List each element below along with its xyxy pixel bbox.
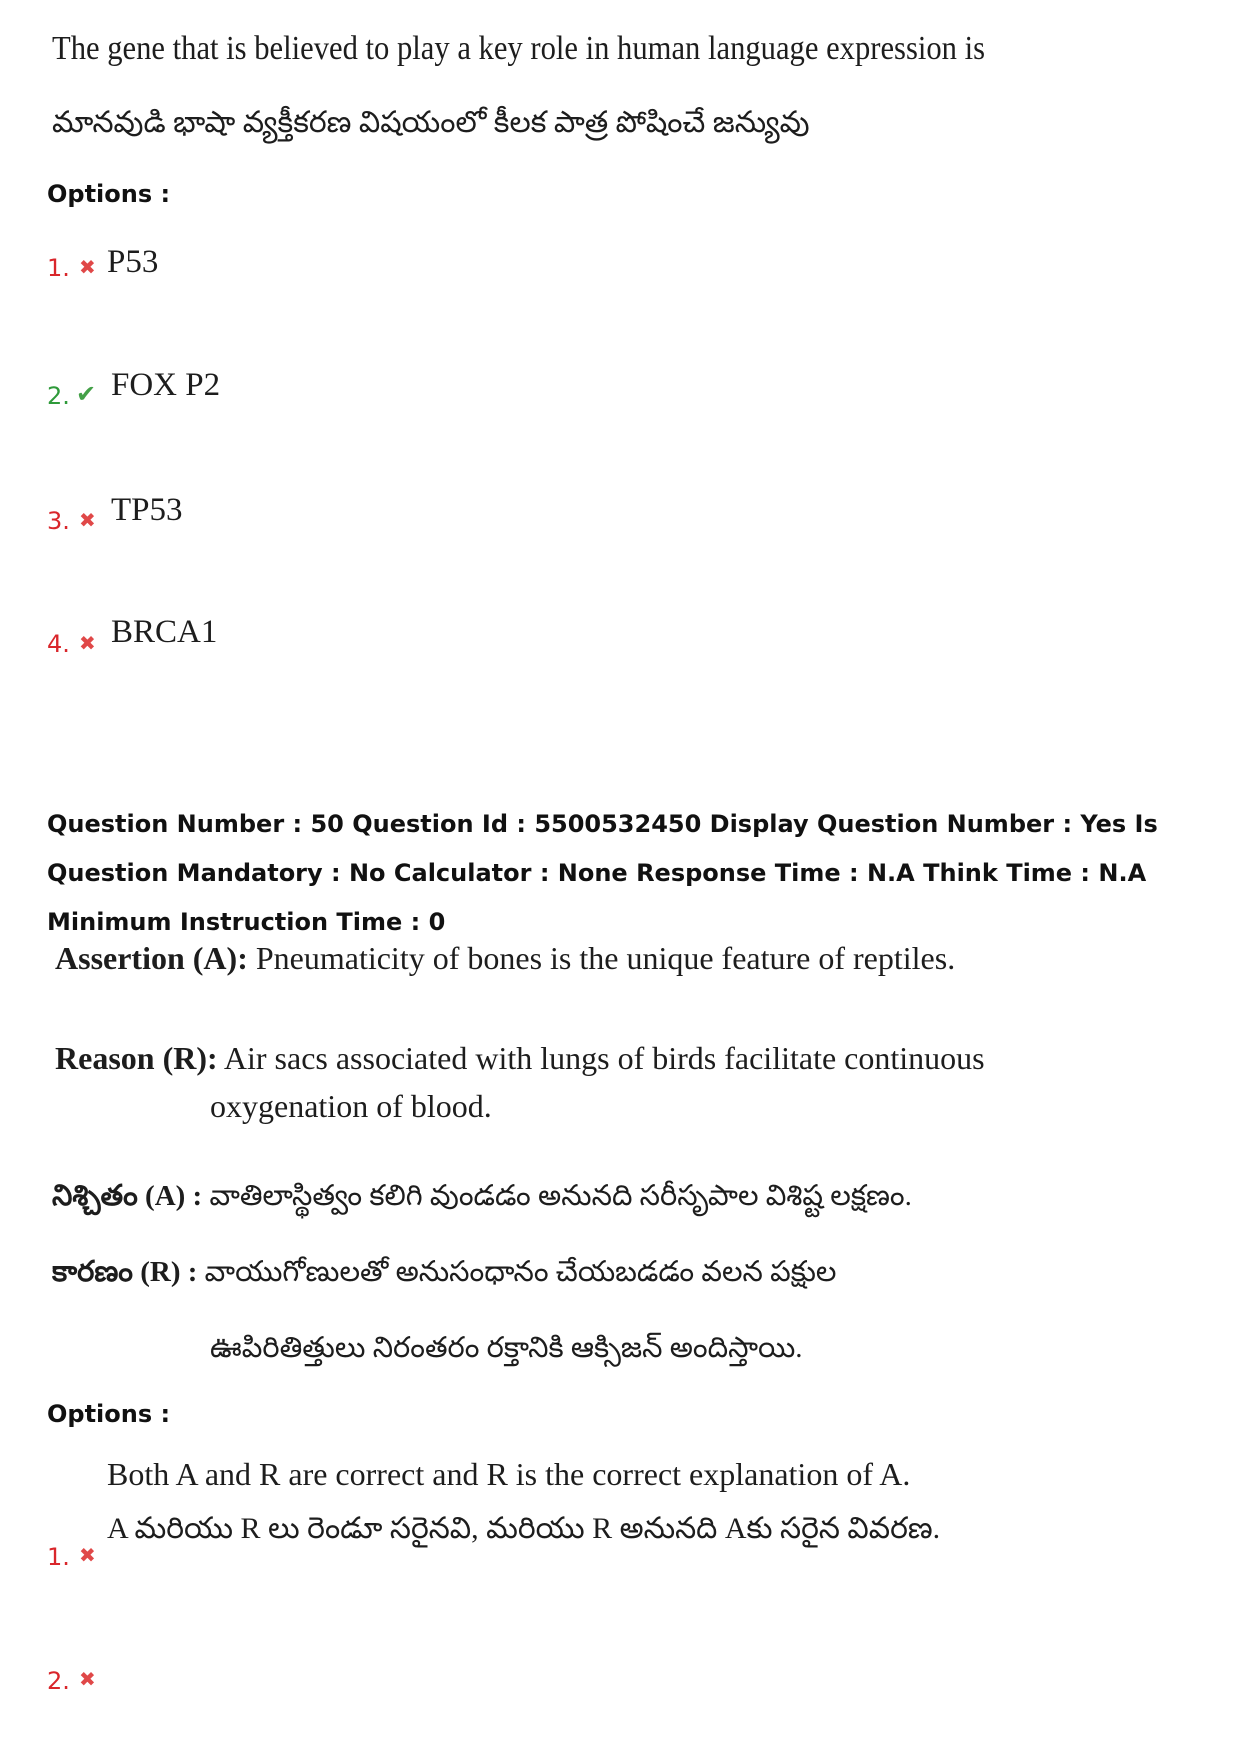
option-3[interactable] xyxy=(47,507,70,535)
assertion-te-text: వాతిలాస్థిత్వం కలిగి వుండడం అనునది సరీసృపాల విశిష్ట లక్షణం. xyxy=(209,1180,912,1212)
option-2[interactable] xyxy=(47,1667,70,1695)
option-text: P53 xyxy=(107,244,159,280)
question-meta: Question Number : 50 Question Id : 5500532450 Display Question Number : Yes Is Question Mandatory : No Calculator : None Response Time : N.A Think Time : N.A Minimum Instruction Time : 0 xyxy=(47,810,1158,936)
reason-te-line2: ఊపిరితిత్తులు నిరంతరం రక్తానికి ఆక్సిజన్ అందిస్తాయి. xyxy=(210,1332,803,1364)
question-text-te: మానవుడి భాషా వ్యక్తీకరణ విషయంలో కీలక పాత్ర పోషించే జన్యువు xyxy=(52,106,810,139)
option-number: 3. xyxy=(47,507,70,535)
cross-icon: ✖ xyxy=(79,255,96,279)
option-1[interactable] xyxy=(47,1543,70,1571)
reason-te-line1: వాయుగోణులతో అనుసంధానం చేయబడడం వలన పక్షుల xyxy=(204,1256,837,1288)
assertion-label: Assertion (A): xyxy=(55,940,248,976)
option-number: 1. xyxy=(47,254,70,282)
option-number: 2. xyxy=(47,382,70,410)
assertion-text: Pneumaticity of bones is the unique feature of reptiles. xyxy=(255,940,956,976)
reason-text-line1: Air sacs associated with lungs of birds facilitate continuous xyxy=(223,1040,985,1076)
option-number: 1. xyxy=(47,1543,70,1571)
cross-icon: ✖ xyxy=(79,1543,96,1567)
option-text-en: Both A and R are correct and R is the correct explanation of A. xyxy=(107,1456,911,1492)
cross-icon: ✖ xyxy=(79,508,96,532)
reason-en xyxy=(55,1040,985,1077)
cross-icon: ✖ xyxy=(79,1667,96,1691)
option-4[interactable] xyxy=(47,630,70,658)
options-heading: Options : xyxy=(47,180,171,208)
reason-te-label: కారణం (R) : xyxy=(52,1256,198,1288)
options-heading: Options : xyxy=(47,1400,171,1428)
assertion-te xyxy=(52,1180,912,1220)
question-text-en: The gene that is believed to play a key role in human language expression is xyxy=(52,30,986,67)
option-text: BRCA1 xyxy=(111,614,218,650)
cross-icon: ✖ xyxy=(79,631,96,655)
option-number: 2. xyxy=(47,1667,70,1695)
option-2[interactable] xyxy=(47,382,70,410)
reason-label: Reason (R): xyxy=(55,1040,218,1076)
option-text: FOX P2 xyxy=(111,367,221,403)
option-number: 4. xyxy=(47,630,70,658)
option-text: TP53 xyxy=(111,492,183,528)
check-icon: ✔ xyxy=(76,380,97,408)
reason-te xyxy=(52,1256,836,1296)
assertion-en xyxy=(55,940,955,977)
option-text-te: A మరియు R లు రెండూ సరైనవి, మరియు R అనునది Aకు సరైన వివరణ. xyxy=(107,1512,941,1545)
reason-text-line2: oxygenation of blood. xyxy=(210,1088,492,1124)
option-1[interactable] xyxy=(47,254,70,282)
assertion-te-label: నిశ్చితం (A) : xyxy=(52,1180,203,1212)
